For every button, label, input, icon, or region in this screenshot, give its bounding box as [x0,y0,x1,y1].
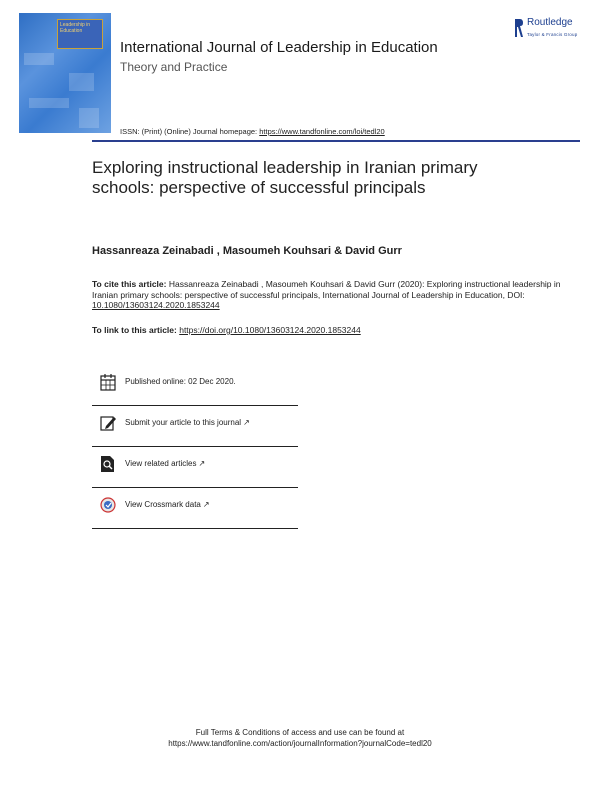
terms-text: Full Terms & Conditions of access and use can be found at [195,728,405,737]
external-link-icon: ↗ [202,500,210,509]
external-link-icon: ↗ [243,418,250,427]
published-online-row [92,365,298,406]
calendar-icon [100,373,116,391]
publisher-name: Routledge [527,17,573,28]
citation-block [92,279,562,311]
external-link-icon: ↗ [198,459,206,468]
crossmark-icon [100,496,116,514]
cover-title: Leadership in Education [57,19,103,49]
terms-url-link[interactable]: https://www.tandfonline.com/action/journalInformation?journalCode=tedl20 [168,739,432,748]
journal-homepage-link[interactable]: https://www.tandfonline.com/loi/tedl20 [259,127,385,136]
article-actions [92,365,298,529]
published-online-text: Published online: 02 Dec 2020. [125,377,236,386]
related-articles-row[interactable] [92,447,298,488]
publisher-tagline: Taylor & Francis Group [527,32,578,37]
link-label: To link to this article: [92,325,180,335]
edit-icon [100,414,116,432]
citation-label: To cite this article: [92,279,169,289]
terms-footer [0,727,600,749]
submit-article-row[interactable] [92,406,298,447]
crossmark-link[interactable]: View Crossmark data ↗ [125,500,210,509]
submit-article-link[interactable]: Submit your article to this journal ↗ [125,418,250,427]
routledge-r-icon [514,18,524,38]
doi-link[interactable]: 10.1080/13603124.2020.1853244 [92,300,220,310]
header-divider [92,140,580,142]
crossmark-row[interactable] [92,488,298,529]
citation-text: Hassanreaza Zeinabadi , Masoumeh Kouhsari & David Gurr (2020): Exploring instructional leadership in Iranian primary schools: perspective of successful principals, International Journal of Leadership in Education, DOI: [92,279,561,300]
publisher-logo [514,16,594,44]
search-document-icon [100,455,116,473]
article-link-line [92,325,361,335]
article-authors: Hassanreaza Zeinabadi , Masoumeh Kouhsari & David Gurr [92,245,402,257]
article-title: Exploring instructional leadership in Iranian primary schools: perspective of successful principals [92,158,478,197]
article-url-link[interactable]: https://doi.org/10.1080/13603124.2020.1853244 [179,325,361,335]
issn-line: ISSN: (Print) (Online) Journal homepage: https://www.tandfonline.com/loi/tedl20 [120,127,385,136]
journal-subtitle: Theory and Practice [120,60,228,74]
journal-title[interactable]: International Journal of Leadership in Education [120,39,438,56]
journal-cover-image [19,13,111,133]
related-articles-link[interactable]: View related articles ↗ [125,459,206,468]
